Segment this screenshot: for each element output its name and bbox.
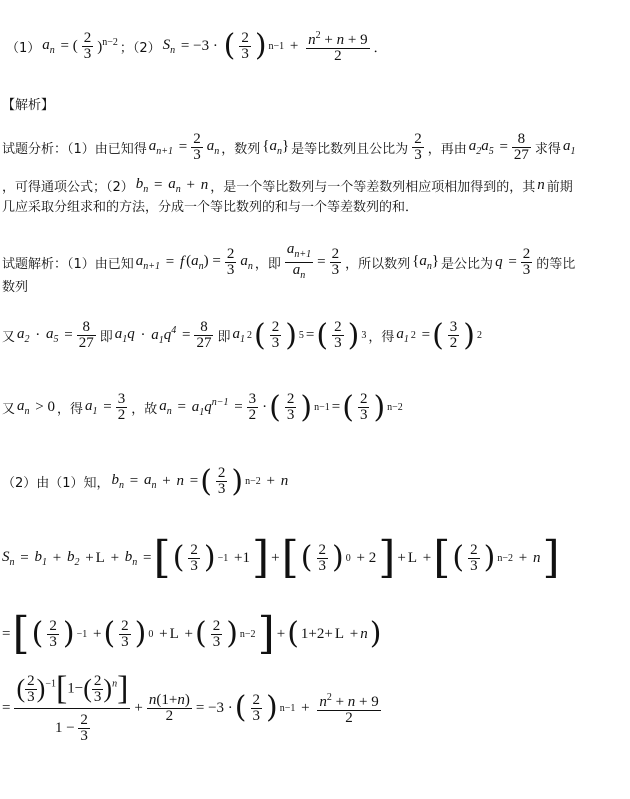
solution-line-1: 试题解析：（1）由已知 $a_{n+1}$ = f $(a_n)$ = $\frac{2}{3}$ $a_n$ ，即 $\frac{a_{n+1}}{a_n}$ = $\frac{2}{3}$ ，所以数列 $\{a_n\}$ 是公比为 q = $\frac{2}{3}$ 的等比 xyxy=(2,241,576,281)
answer-part2-label: ；（2） xyxy=(119,40,161,56)
solution-line-3: 又 $a_2$ · $a_5$ = $\frac{8}{27}$ 即 $a_1q$ · $a_1q^4$ = $\frac{8}{27}$ 即 $a_1$ 2 ( $\frac{2}{3}$ ) 5 = ( $\frac{2}{3}$ ) 3 ，得 $a_1$ 2 = ( $\frac{3}{2}$ ) 2 xyxy=(2,317,482,353)
solution-line-5: （2）由（1）知， $b_n$ = $a_n$ + n = ( $\frac{2}{3}$ ) n−2 + n xyxy=(2,463,289,499)
solution-line-2: 数列 xyxy=(2,280,29,295)
solution-line-4: 又 $a_n$ > 0 ，得 $a_1$ = $\frac{3}{2}$ ，故 $a_n$ = $a_1q^{n-1}$ = $\frac{3}{2}$ · ( $\frac{2}{3}$ ) n−1 = ( $\frac{2}{3}$ ) n−2 xyxy=(2,389,403,425)
analysis-header: 【解析】 xyxy=(2,98,55,113)
solution-sum-line-1: $S_n$ = $b_1$ + $b_2$ + L + $b_n$ = [ ( $\frac{2}{3}$ ) −1 +1 ] + [ ( $\frac{2}{3}$ ) 0 + 2 ] + L + [ ( $\frac{2}{3}$ ) n−2 + n ] xyxy=(2,532,560,583)
analysis-line-1: 试题分析：（1）由已知得 $a_{n+1}$ = $\frac{2}{3}$ $a_n$ ，数列 $\{a_n\}$ 是等比数列且公比为 $\frac{2}{3}$ ，再由 $a_2a_5$ = $\frac{8}{27}$ 求得 $a_1$ xyxy=(2,131,576,163)
analysis-line-2: ，可得通项公式；（2） $b_n$ = $a_n$ + n ，是一个等比数列与一个等差数列相应项相加得到的，其 n 前期 xyxy=(2,176,573,195)
answer-line: （1） $a_n$ = ( $\frac{2}{3}$ )$^{n-2}$ ；（2） $S_n$ = −3 · ( $\frac{2}{3}$ ) n−1 + $\frac{n^2 + n + 9}{2}$ ． xyxy=(6,28,387,64)
answer-part1-label: （1） xyxy=(6,40,41,56)
solution-sum-line-2: = [ ( $\frac{2}{3}$ ) −1 + ( $\frac{2}{3}$ ) 0 + L + ( $\frac{2}{3}$ ) n−2 ] + ( 1+2+ L + n ) xyxy=(2,608,382,659)
analysis-line-3: 几应采取分组求和的方法，分成一个等比数列的和与一个等差数列的和． xyxy=(2,200,419,215)
solution-sum-line-3: = ( $\frac{2}{3}$ )$^{-1}$[1−( $\frac{2}{3}$ )$^n$] 1 − $\frac{2}{3}$ + $\frac{n(1+n)}{2}$ = −3 · ( $\frac{2}{3}$ ) n−1 + $\frac{n^2 + n + 9}{2}$ xyxy=(2,670,379,744)
